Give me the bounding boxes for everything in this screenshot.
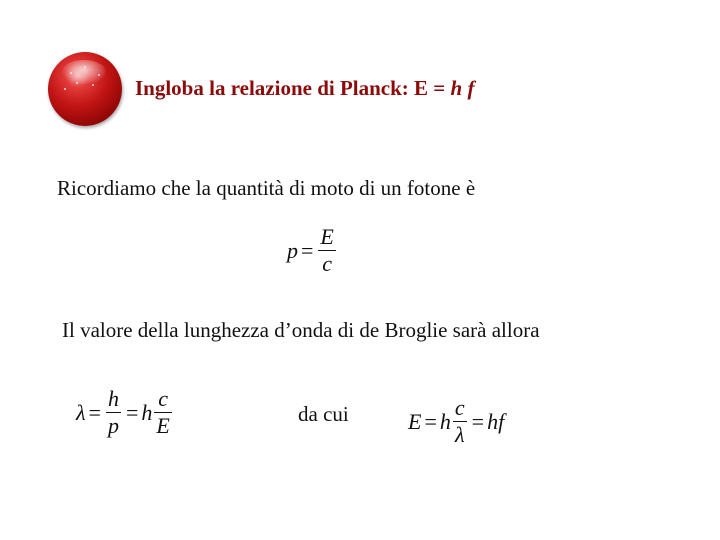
wavelength-equation xyxy=(76,386,174,439)
eq2-numerator-2: c xyxy=(158,386,168,411)
eq1-denominator: c xyxy=(322,251,333,276)
sphere-sparkle xyxy=(98,74,100,76)
eq3-equals-2: = xyxy=(471,408,485,434)
title-prefix: Ingloba la relazione di Planck: E = xyxy=(135,76,451,100)
eq3-lhs: E xyxy=(408,408,422,434)
eq2-lhs: λ xyxy=(76,399,86,425)
eq2-mid: h xyxy=(141,399,153,425)
eq3-equals-1: = xyxy=(424,408,437,434)
eq2-fraction-1 xyxy=(106,386,121,439)
energy-equation xyxy=(408,395,504,448)
title-f: f xyxy=(467,76,475,100)
eq3-denominator: λ xyxy=(454,422,465,447)
sphere-sparkle xyxy=(92,84,94,86)
eq2-denominator-2: E xyxy=(156,413,170,438)
de-broglie-sentence: Il valore della lunghezza d’onda di de Broglie sarà allora xyxy=(62,318,540,342)
eq1-fraction xyxy=(318,224,335,277)
eq3-rhs: hf xyxy=(487,408,505,434)
eq1-equals: = xyxy=(301,237,314,263)
eq3-fraction xyxy=(453,395,467,448)
momentum-equation xyxy=(287,224,338,277)
eq2-numerator-1: h xyxy=(107,386,119,411)
sphere-highlight xyxy=(62,60,106,84)
eq3-mid: h xyxy=(439,408,451,434)
sphere-sparkle xyxy=(84,66,86,68)
sphere-sparkle xyxy=(70,72,72,74)
slide-title xyxy=(135,76,474,101)
eq2-equals-1: = xyxy=(88,399,101,425)
da-cui-label: da cui xyxy=(298,402,349,426)
sphere-sparkle xyxy=(64,88,66,90)
eq2-denominator-1: p xyxy=(107,413,119,438)
sphere-sparkle xyxy=(76,82,78,84)
eq2-equals-2: = xyxy=(125,399,139,425)
title-h: h xyxy=(450,76,463,100)
eq2-fraction-2 xyxy=(154,386,171,439)
eq1-numerator: E xyxy=(320,224,334,249)
eq1-lhs: p xyxy=(287,237,298,263)
red-sphere-icon xyxy=(48,52,122,126)
eq3-numerator: c xyxy=(454,395,465,420)
momentum-sentence: Ricordiamo che la quantità di moto di un fotone è xyxy=(57,176,476,200)
